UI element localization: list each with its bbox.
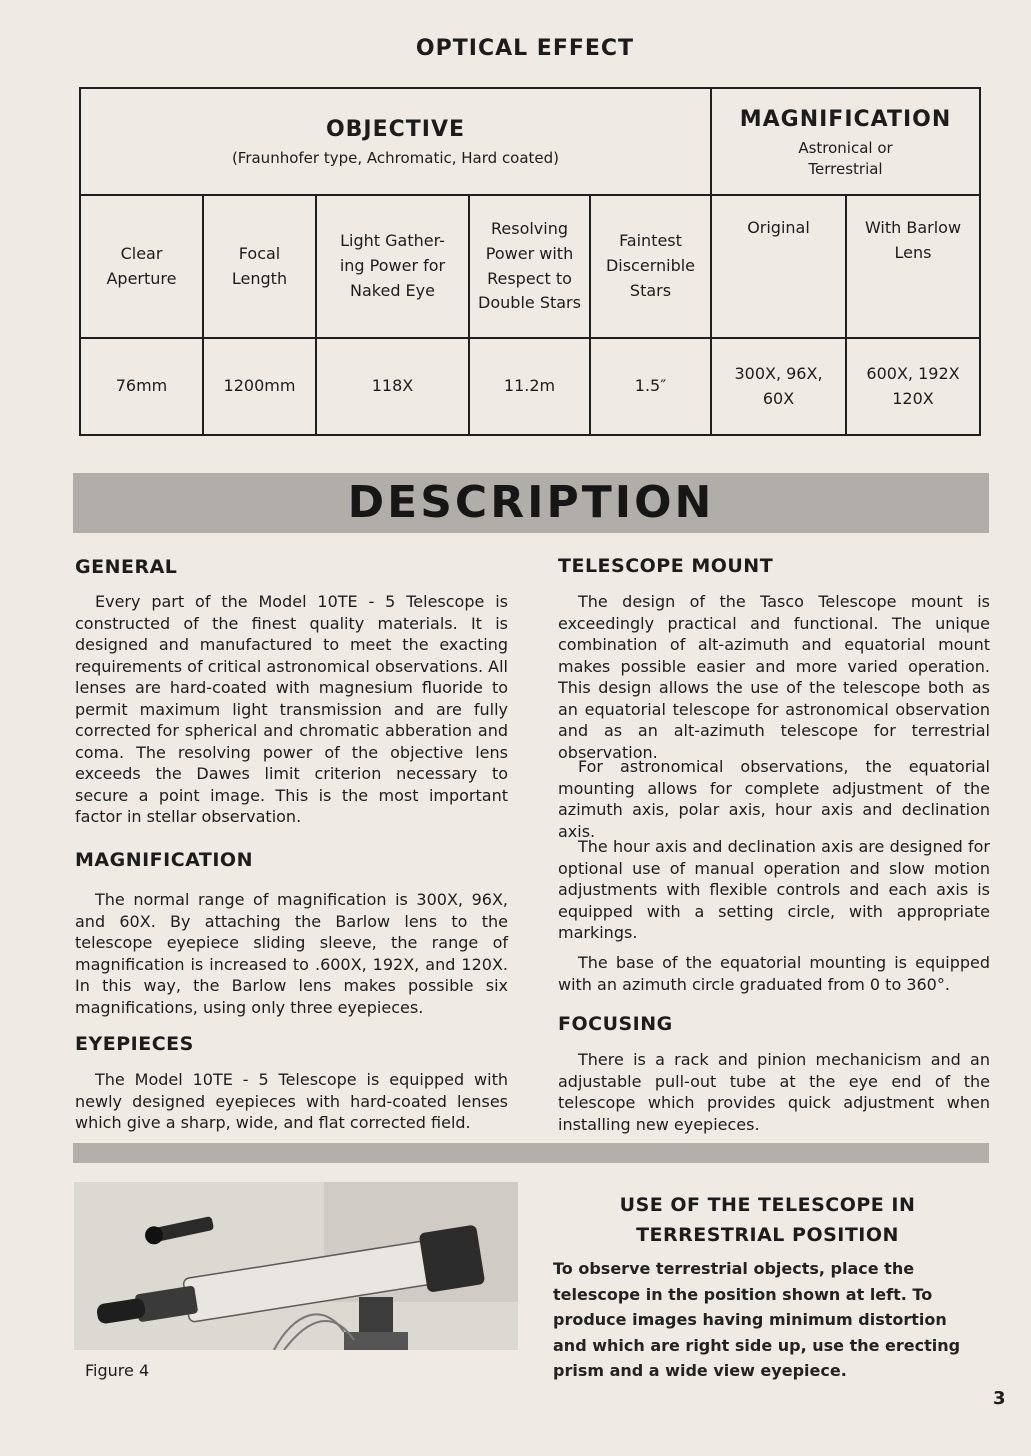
resolving-power-header-line: Power with xyxy=(485,243,574,263)
eyepieces-text: The Model 10TE - 5 Telescope is equipped with newly designed eyepieces with hard-coated lenses which give a sharp, wide, and flat corrected field. xyxy=(75,1070,508,1132)
telescope-illustration xyxy=(74,1182,518,1350)
resolving-power-header-line: Resolving xyxy=(490,218,569,238)
faintest-stars-header xyxy=(590,195,711,338)
clear-aperture-header-line: Clear xyxy=(120,243,163,263)
eyepieces-heading: EYEPIECES xyxy=(75,1033,194,1055)
original-magnification-value-line: 300X, 96X, xyxy=(734,363,823,383)
barlow-magnification-value-line: 120X xyxy=(892,388,934,408)
faintest-stars-value xyxy=(590,338,711,435)
resolving-power-header xyxy=(469,195,590,338)
clear-aperture-header-line: Aperture xyxy=(106,268,177,288)
clear-aperture-value xyxy=(80,338,203,435)
resolving-power-value-line: 11.2m xyxy=(503,376,556,396)
faintest-stars-header-line: Discernible xyxy=(605,256,696,276)
description-title: DESCRIPTION xyxy=(347,477,715,528)
objective-subtitle: (Fraunhofer type, Achromatic, Hard coated) xyxy=(231,148,560,167)
resolving-power-header-line: Respect to xyxy=(487,268,572,288)
faintest-stars-header-line: Stars xyxy=(629,280,672,300)
column-header-row xyxy=(80,195,980,338)
magnification-text: The normal range of magnification is 300X, 96X, and 60X. By attaching the Barlow lens to the telescope eyepiece sliding sleeve, the range of magnification is increased to .600X, 192X, and 120X. In this way, the Barlow lens makes possible six magnifications, using only three eyepieces. xyxy=(75,890,508,1017)
light-gathering-power-header xyxy=(316,195,469,338)
telescope-photo xyxy=(74,1182,518,1350)
mount-paragraph-1: The design of the Tasco Telescope mount is exceedingly practical and functional. The unique combination of alt-azimuth and equatorial mount makes possible easier and more varied operation. This design allows the use of the telescope both as an equatorial telescope for astronomical observation and as an alt-azimuth telescope for terrestrial observation. xyxy=(558,592,990,762)
mount-paragraph-2: For astronomical observations, the equatorial mounting allows for complete adjustment of the azimuth axis, polar axis, hour axis and declination axis. xyxy=(558,757,990,841)
optical-effect-title: OPTICAL EFFECT xyxy=(415,36,635,61)
mount-paragraph-3: The hour axis and declination axis are designed for optional use of manual operation and slow motion adjustments with flexible controls and each axis is equipped with a setting circle, with appropriate markings. xyxy=(558,837,990,942)
objective-title: OBJECTIVE xyxy=(325,116,466,142)
optical-effect-table xyxy=(79,87,981,436)
page-number: 3 xyxy=(993,1388,1006,1409)
value-row xyxy=(80,338,980,435)
focusing-text: There is a rack and pinion mechanicism and an adjustable pull-out tube at the eye end of the telescope which provides quick adjustment when installing new eyepieces. xyxy=(558,1050,990,1134)
focal-length-header-line: Focal xyxy=(238,243,281,263)
focal-length-header-line: Length xyxy=(231,268,288,288)
resolving-power-value xyxy=(469,338,590,435)
magnification-subtitle-1: Astronical or xyxy=(798,138,893,157)
original-magnification-header xyxy=(711,195,846,338)
magnification-title: MAGNIFICATION xyxy=(739,107,952,133)
focal-length-value xyxy=(203,338,316,435)
barlow-magnification-header-line: With Barlow xyxy=(864,218,962,237)
focusing-heading: FOCUSING xyxy=(558,1013,673,1035)
faintest-stars-header-line: Faintest xyxy=(619,231,682,251)
focal-length-header xyxy=(203,195,316,338)
magnification-heading: MAGNIFICATION xyxy=(75,849,253,871)
general-heading: GENERAL xyxy=(75,556,178,578)
section-divider-band xyxy=(73,1143,989,1163)
mount-paragraph-4: The base of the equatorial mounting is equipped with an azimuth circle graduated from 0 to 360°. xyxy=(558,953,990,994)
barlow-magnification-value-line: 600X, 192X xyxy=(866,363,960,383)
magnification-subtitle-2: Terrestrial xyxy=(808,159,883,178)
focal-length-value-line: 1200mm xyxy=(223,376,296,396)
terrestrial-heading-line-1: USE OF THE TELESCOPE IN xyxy=(619,1194,916,1216)
light-gathering-power-value xyxy=(316,338,469,435)
objective-header-cell xyxy=(80,88,711,195)
light-gathering-power-header-line: Light Gather- xyxy=(340,231,445,251)
faintest-stars-value-line: 1.5″ xyxy=(634,376,667,396)
light-gathering-power-header-line: Naked Eye xyxy=(350,280,435,300)
telescope-mount-heading: TELESCOPE MOUNT xyxy=(558,555,774,577)
original-magnification-header-line: Original xyxy=(747,218,810,237)
terrestrial-heading xyxy=(555,1190,980,1250)
barlow-magnification-value xyxy=(846,338,980,435)
terrestrial-text: To observe terrestrial objects, place the telescope in the position shown at left. To produce images having minimum distortion and which are right side up, use the erecting prism and a wide view eyepiece. xyxy=(553,1259,961,1380)
clear-aperture-value-line: 76mm xyxy=(115,376,168,396)
magnification-header-cell xyxy=(711,88,980,195)
original-magnification-value xyxy=(711,338,846,435)
original-magnification-value-line: 60X xyxy=(762,388,795,408)
clear-aperture-header xyxy=(80,195,203,338)
light-gathering-power-value-line: 118X xyxy=(371,376,414,396)
light-gathering-power-header-line: ing Power for xyxy=(339,256,446,276)
figure-caption: Figure 4 xyxy=(85,1361,150,1380)
resolving-power-header-line: Double Stars xyxy=(478,293,581,313)
barlow-magnification-header xyxy=(846,195,980,338)
general-text: Every part of the Model 10TE - 5 Telescope is constructed of the finest quality materials. It is designed and manufactured to meet the exacting requirements of critical astronomical observations. All lenses are hard-coated with magnesium fluoride to permit maximum light transmission and are fully corrected for spherical and chromatic abberation and coma. The resolving power of the objective lens exceeds the Dawes limit criterion necessary to secure a point image. This is the most important factor in stellar observation. xyxy=(75,592,508,826)
terrestrial-heading-line-2: TERRESTRIAL POSITION xyxy=(636,1224,899,1246)
barlow-magnification-header-line: Lens xyxy=(894,242,932,262)
